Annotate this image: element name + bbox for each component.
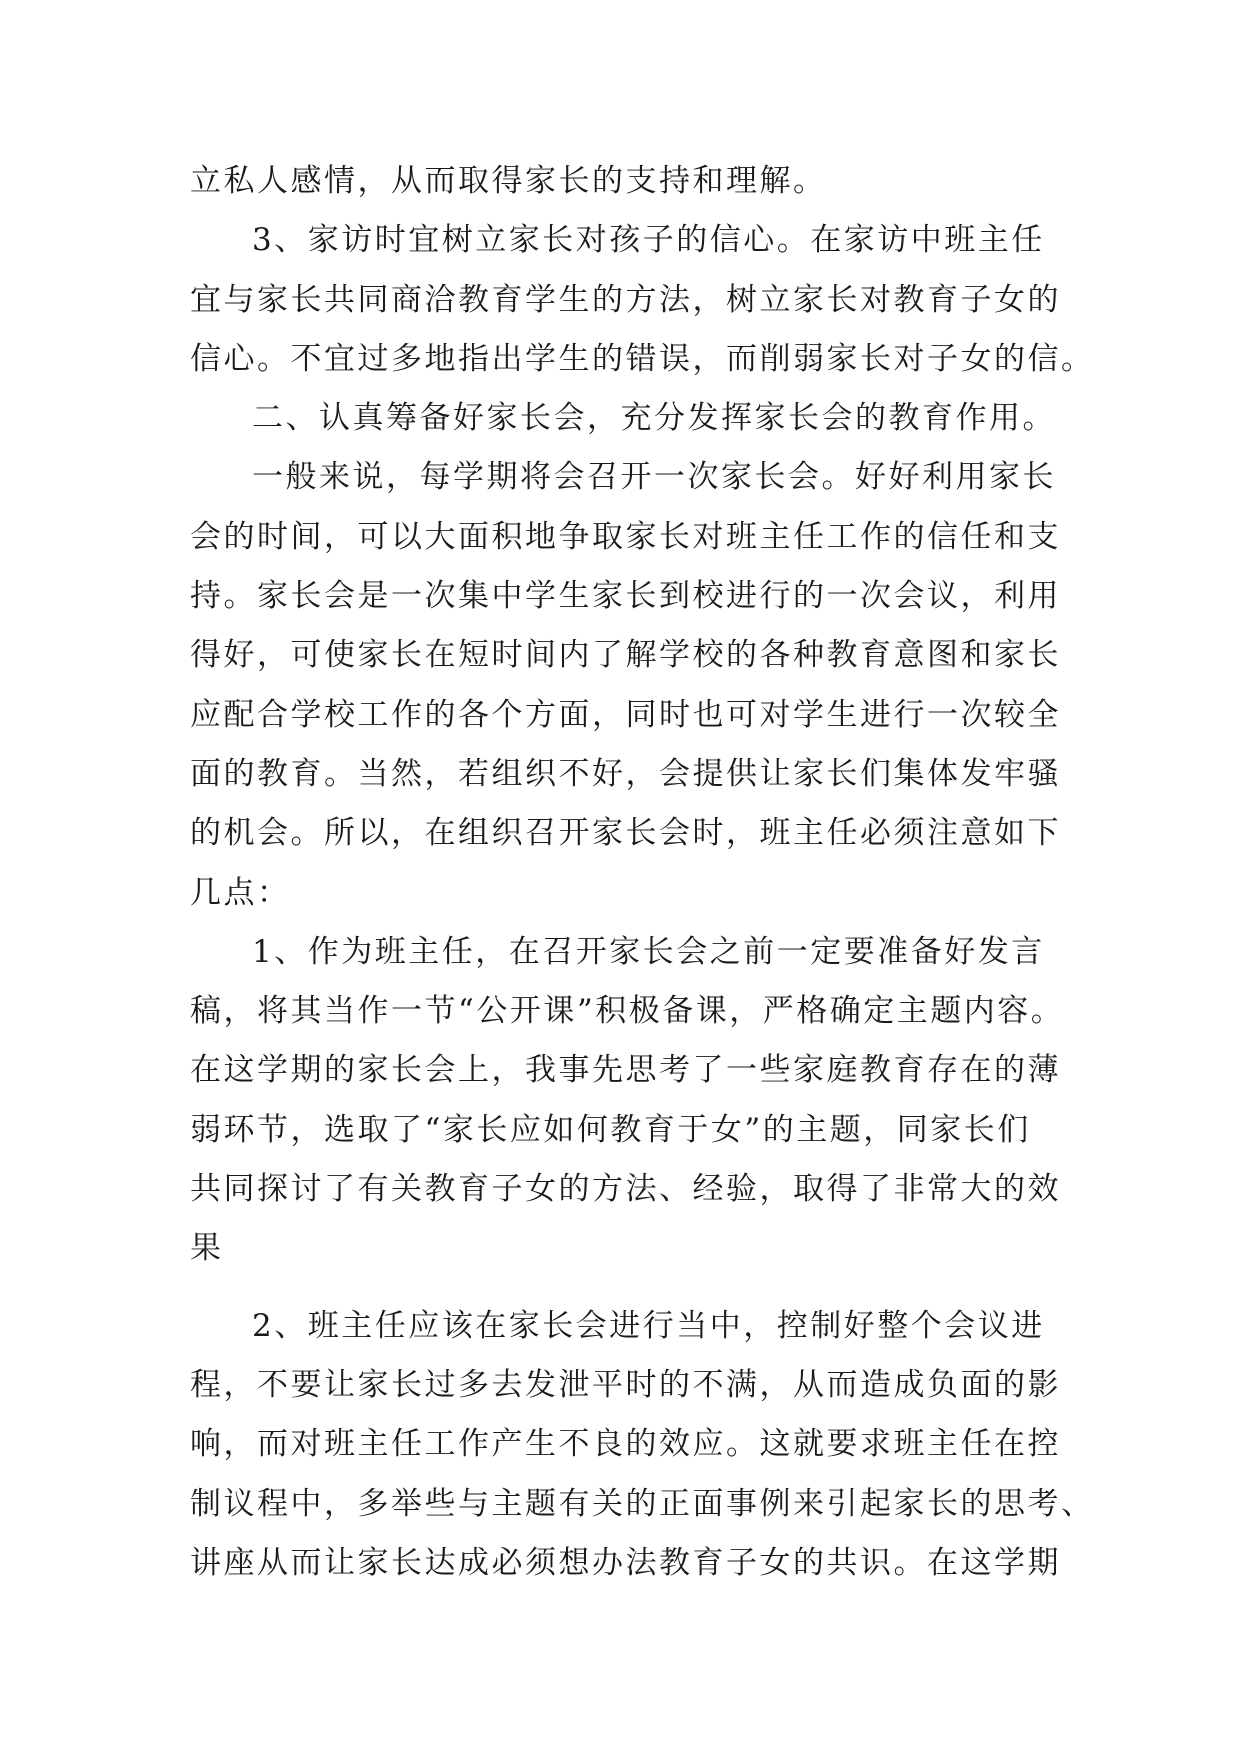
text-line: 共同探讨了有关教育子女的方法、经验，取得了非常大的效 [190,1171,1061,1208]
text-line: 应配合学校工作的各个方面，同时也可对学生进行一次较全 [190,696,1061,733]
text-line: 稿，将其当作一节“公开课”积极备课，严格确定主题内容。 [190,993,1065,1030]
text-line: 3、家访时宜树立家长对孩子的信心。在家访中班主任 [252,222,1045,259]
text-line: 果 [190,1230,224,1267]
text-line: 会的时间，可以大面积地争取家长对班主任工作的信任和支 [190,518,1061,555]
text-line: 信心。不宜过多地指出学生的错误，而削弱家长对子女的信。 [190,340,1095,377]
text-line: 的机会。所以，在组织召开家长会时，班主任必须注意如下 [190,815,1061,852]
text-line: 面的教育。当然，若组织不好，会提供让家长们集体发牢骚 [190,755,1061,792]
text-line: 宜与家长共同商洽教育学生的方法，树立家长对教育子女的 [190,281,1061,318]
document-body [190,152,1095,1593]
text-line: 1、作为班主任，在召开家长会之前一定要准备好发言 [252,933,1045,970]
section-heading: 二、认真筹备好家长会，充分发挥家长会的教育作用。 [252,400,1056,437]
text-line: 在这学期的家长会上，我事先思考了一些家庭教育存在的薄 [190,1052,1061,1089]
text-line: 立私人感情，从而取得家长的支持和理解。 [190,163,827,199]
text-line: 持。家长会是一次集中学生家长到校进行的一次会议，利用 [190,578,1061,615]
text-line: 2、班主任应该在家长会进行当中，控制好整个会议进 [252,1307,1045,1344]
text-line: 几点： [190,874,291,911]
paragraph-gap [190,1279,1050,1297]
text-line: 弱环节，选取了“家长应如何教育于女”的主题，同家长们 [190,1111,1031,1148]
text-line: 程，不要让家长过多去发泄平时的不满，从而造成负面的影 [190,1366,1061,1403]
text-line: 一般来说，每学期将会召开一次家长会。好好利用家长 [252,459,1056,496]
text-line: 讲座从而让家长达成必须想办法教育子女的共识。在这学期 [190,1544,1061,1581]
text-line: 响，而对班主任工作产生不良的效应。这就要求班主任在控 [190,1426,1061,1463]
text-line: 制议程中，多举些与主题有关的正面事例来引起家长的思考、 [190,1485,1095,1522]
text-line: 得好，可使家长在短时间内了解学校的各种教育意图和家长 [190,637,1061,674]
